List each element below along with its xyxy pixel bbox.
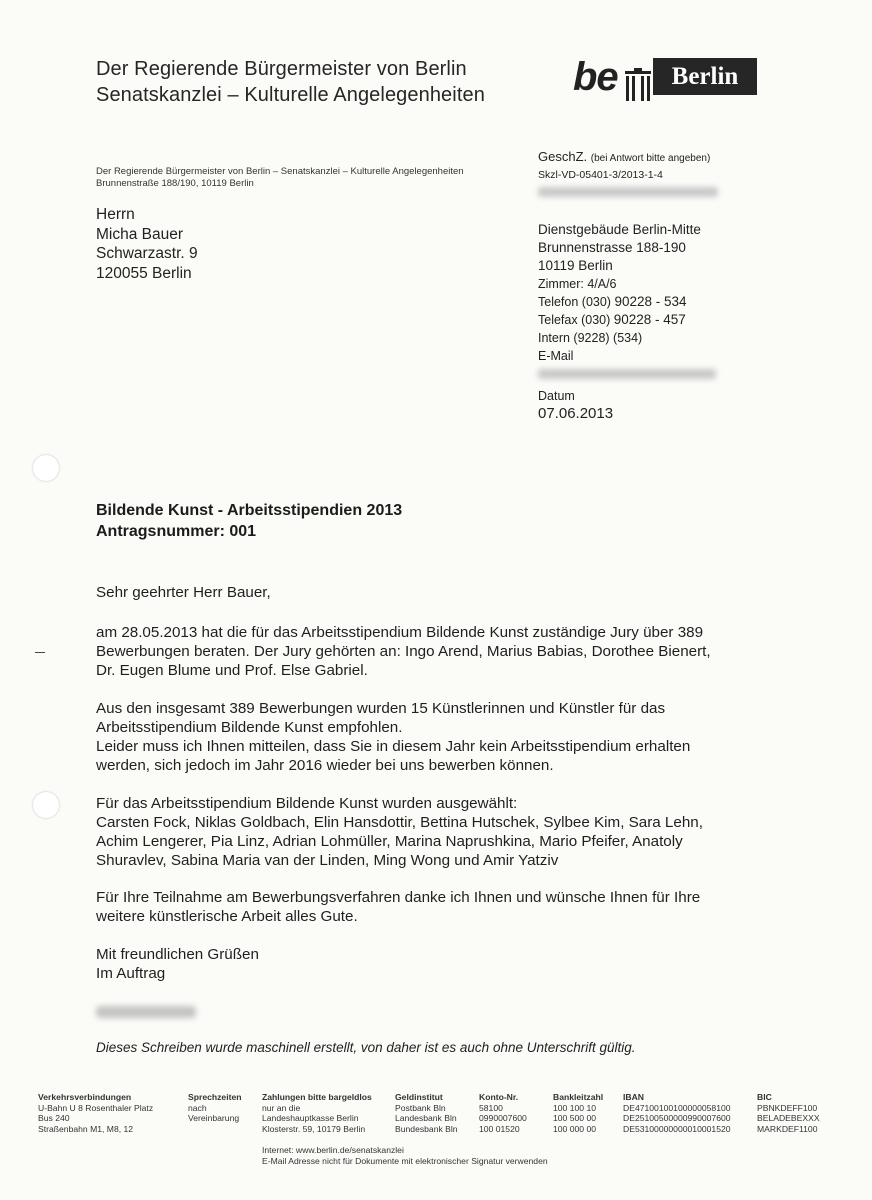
footer-heading: Verkehrsverbindungen <box>38 1092 132 1102</box>
paragraph-line: Achim Lengerer, Pia Linz, Adrian Lohmüller, Marina Naprushkina, Mario Pfeifer, Anatoly <box>96 833 683 850</box>
footer-email-note: E-Mail Adresse nicht für Dokumente mit elektronischer Signatur verwenden <box>262 1156 548 1166</box>
footer-hours <box>188 1092 242 1124</box>
paragraph-line: Für das Arbeitsstipendium Bildende Kunst wurden ausgewählt: <box>96 795 518 812</box>
office-city: 10119 Berlin <box>538 258 613 273</box>
paragraph-jury <box>96 623 776 680</box>
berlin-logo <box>573 55 765 105</box>
paragraph-line: am 28.05.2013 hat die für das Arbeitsstipendium Bildende Kunst zuständige Jury über 389 <box>96 624 704 641</box>
phone-value: 90228 - 534 <box>614 294 687 309</box>
logo-be-text: be <box>573 55 618 99</box>
paragraph-line: Carsten Fock, Niklas Goldbach, Elin Hansdottir, Bettina Hutschek, Sylbee Kim, Sara Lehn, <box>96 814 703 831</box>
footer-transport <box>38 1092 153 1134</box>
redacted-signature <box>96 1006 196 1018</box>
recipient-address <box>96 205 198 283</box>
salutation: Sehr geehrter Herr Bauer, <box>96 584 271 601</box>
paragraph-line: Arbeitsstipendium Bildende Kunst empfohlen. <box>96 719 403 736</box>
header-subtitle: Senatskanzlei – Kulturelle Angelegenheiten <box>96 84 485 106</box>
paragraph-line: Leider muss ich Ihnen mitteilen, dass Sie in diesem Jahr kein Arbeitsstipendium erhalten <box>96 738 691 755</box>
footer-account <box>479 1092 527 1134</box>
machine-generated-note: Dieses Schreiben wurde maschinell erstellt, von daher ist es auch ohne Unterschrift gültig. <box>96 1040 636 1055</box>
paragraph-line: weitere künstlerische Arbeit alles Gute. <box>96 908 358 925</box>
paragraph-line: Dr. Eugen Blume und Prof. Else Gabriel. <box>96 662 368 679</box>
footer-text: 100 500 00 <box>553 1113 597 1123</box>
footer-heading: Sprechzeiten <box>188 1092 242 1102</box>
fax-value: 90228 - 457 <box>613 312 686 327</box>
footer-heading: Konto-Nr. <box>479 1092 519 1102</box>
paragraph-thanks <box>96 888 776 926</box>
room-label: Zimmer: <box>538 277 584 291</box>
footer-text: Bus 240 <box>38 1113 70 1123</box>
paragraph-selected-artists <box>96 794 776 870</box>
footer-text: Landeshauptkasse Berlin <box>262 1113 359 1123</box>
footer-payment <box>262 1092 372 1134</box>
geschz-label: GeschZ. <box>538 149 588 164</box>
logo-berlin-text: Berlin <box>653 58 757 95</box>
footer-text: Bundesbank Bln <box>395 1123 458 1134</box>
footer-heading: Zahlungen bitte bargeldlos <box>262 1092 372 1102</box>
footer-text: DE25100500000990007600 <box>623 1113 731 1123</box>
recipient-name: Micha Bauer <box>96 225 184 243</box>
subject-application-number: Antragsnummer: 001 <box>96 523 257 540</box>
footer-heading: BIC <box>757 1092 772 1102</box>
date-value: 07.06.2013 <box>538 405 614 422</box>
info-block <box>538 148 838 423</box>
footer-text: DE53100000000010001520 <box>623 1123 731 1134</box>
paragraph-result <box>96 699 776 775</box>
paragraph-line: Bewerbungen beraten. Der Jury gehörten an: Ingo Arend, Marius Babias, Dorothee Bienert, <box>96 643 711 660</box>
recipient-salutation: Herrn <box>96 206 135 223</box>
footer-heading: Geldinstitut <box>395 1092 443 1102</box>
closing-on-behalf: Im Auftrag <box>96 965 166 982</box>
room-value: 4/A/6 <box>587 277 617 291</box>
fax-label: Telefax (030) <box>538 313 611 327</box>
footer-text: 100 100 10 <box>553 1102 597 1113</box>
punch-hole-bottom <box>33 792 59 818</box>
footer-heading: IBAN <box>623 1092 645 1102</box>
date-label: Datum <box>538 389 575 403</box>
footer-text: 0990007600 <box>479 1113 527 1123</box>
intern-phone: Intern (9228) (534) <box>538 331 643 345</box>
footer-bank <box>395 1092 458 1134</box>
footer-text: Vereinbarung <box>188 1113 240 1123</box>
footer-text: PBNKDEFF100 <box>757 1102 818 1113</box>
footer-text: BELADEBEXXX <box>757 1113 820 1123</box>
phone-label: Telefon (030) <box>538 295 611 309</box>
punch-hole-top <box>33 455 59 481</box>
redacted-reference <box>538 187 838 205</box>
footer-text: Postbank Bln <box>395 1102 446 1113</box>
paragraph-line: Shuravlev, Sabina Maria van der Linden, Ming Wong und Amir Yatziv <box>96 852 559 869</box>
redacted-email <box>538 369 838 387</box>
footer-text: 58100 <box>479 1102 503 1113</box>
footer-text: Landesbank Bln <box>395 1113 457 1123</box>
footer-iban <box>623 1092 731 1134</box>
footer-text: Straßenbahn M1, M8, 12 <box>38 1123 134 1134</box>
footer-internet[interactable]: Internet: www.berlin.de/senatskanzlei <box>262 1145 404 1155</box>
subject-title: Bildende Kunst - Arbeitsstipendien 2013 <box>96 502 403 519</box>
footer-text: DE47100100100000058100 <box>623 1102 731 1113</box>
fold-mark <box>35 652 45 653</box>
footer-text: 100 01520 <box>479 1123 520 1134</box>
closing <box>96 945 776 983</box>
paragraph-line: Aus den insgesamt 389 Bewerbungen wurden 15 Künstlerinnen und Künstler für das <box>96 700 666 717</box>
footer-text: U-Bahn U 8 Rosenthaler Platz <box>38 1102 154 1113</box>
footer-bic <box>757 1092 820 1134</box>
office-building: Dienstgebäude Berlin-Mitte <box>538 222 701 237</box>
email-label: E-Mail <box>538 349 574 363</box>
footer-text: MARKDEF1100 <box>757 1123 818 1134</box>
footer-text: nur an die <box>262 1102 301 1113</box>
recipient-street: Schwarzastr. 9 <box>96 245 198 262</box>
paragraph-line: werden, sich jedoch im Jahr 2016 wieder bei uns bewerben können. <box>96 757 554 774</box>
geschz-hint: (bei Antwort bitte angeben) <box>590 153 711 164</box>
recipient-city: 120055 Berlin <box>96 264 192 282</box>
footer-blz <box>553 1092 603 1134</box>
paragraph-line: Für Ihre Teilnahme am Bewerbungsverfahren danke ich Ihnen und wünsche Ihnen für Ihre <box>96 889 701 906</box>
footer-heading: Bankleitzahl <box>553 1092 604 1102</box>
closing-greeting: Mit freundlichen Grüßen <box>96 946 259 963</box>
brandenburger-tor-icon <box>625 68 651 101</box>
sender-line-2: Brunnenstraße 188/190, 10119 Berlin <box>96 178 254 189</box>
office-street: Brunnenstrasse 188-190 <box>538 240 686 255</box>
footer-text: 100 000 00 <box>553 1123 597 1134</box>
sender-line-1: Der Regierende Bürgermeister von Berlin – Senatskanzlei – Kulturelle Angelegenheiten <box>96 166 464 177</box>
header-title: Der Regierende Bürgermeister von Berlin <box>96 58 467 80</box>
footer-text: Klosterstr. 59, 10179 Berlin <box>262 1123 366 1134</box>
geschz-value: Skzl-VD-05401-3/2013-1-4 <box>538 169 663 181</box>
footer-text: nach <box>188 1102 207 1113</box>
